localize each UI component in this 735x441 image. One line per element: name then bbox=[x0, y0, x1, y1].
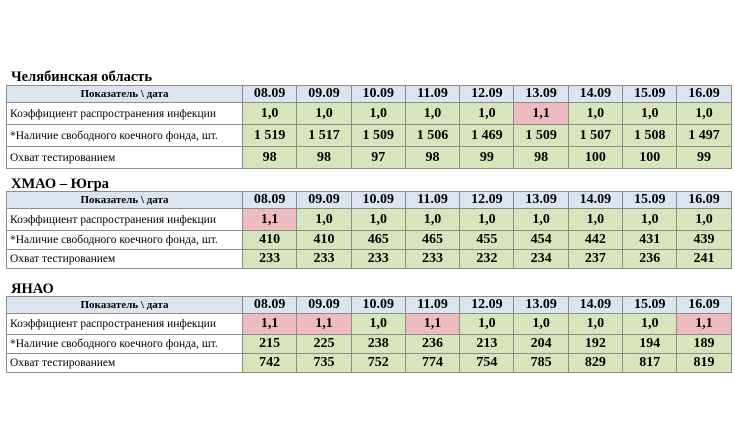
value-cell: 454 bbox=[514, 231, 568, 250]
region-table bbox=[6, 191, 732, 269]
value-cell: 1,1 bbox=[677, 314, 731, 335]
value-cell: 1,1 bbox=[514, 103, 568, 125]
date-header: 14.09 bbox=[568, 297, 622, 314]
table-row bbox=[7, 354, 732, 373]
value-cell: 238 bbox=[351, 335, 405, 354]
value-cell: 1,0 bbox=[351, 209, 405, 231]
region-title: ХМАО – Югра bbox=[11, 176, 109, 192]
indicator-label: Охват тестированием bbox=[7, 147, 243, 169]
value-cell: 1,0 bbox=[405, 103, 459, 125]
value-cell: 1,0 bbox=[568, 209, 622, 231]
value-cell: 100 bbox=[568, 147, 622, 169]
table-row bbox=[7, 209, 732, 231]
indicator-label: Коэффициент распространения инфекции bbox=[7, 314, 243, 335]
date-header: 10.09 bbox=[351, 297, 405, 314]
date-header: 16.09 bbox=[677, 192, 731, 209]
value-cell: 1,0 bbox=[677, 103, 731, 125]
header-row bbox=[7, 192, 732, 209]
value-cell: 192 bbox=[568, 335, 622, 354]
date-header: 15.09 bbox=[623, 192, 677, 209]
indicator-date-header: Показатель \ дата bbox=[7, 86, 243, 103]
header-row bbox=[7, 297, 732, 314]
value-cell: 1,0 bbox=[514, 314, 568, 335]
value-cell: 1 509 bbox=[351, 125, 405, 147]
value-cell: 232 bbox=[460, 250, 514, 269]
date-header: 08.09 bbox=[243, 297, 297, 314]
value-cell: 1,1 bbox=[243, 209, 297, 231]
date-header: 10.09 bbox=[351, 192, 405, 209]
date-header: 08.09 bbox=[243, 86, 297, 103]
date-header: 15.09 bbox=[623, 297, 677, 314]
value-cell: 99 bbox=[460, 147, 514, 169]
value-cell: 236 bbox=[623, 250, 677, 269]
date-header: 11.09 bbox=[405, 192, 459, 209]
indicator-label: Коэффициент распространения инфекции bbox=[7, 103, 243, 125]
date-header: 14.09 bbox=[568, 86, 622, 103]
value-cell: 465 bbox=[351, 231, 405, 250]
date-header: 13.09 bbox=[514, 192, 568, 209]
date-header: 09.09 bbox=[297, 192, 351, 209]
table-row bbox=[7, 250, 732, 269]
value-cell: 1 519 bbox=[243, 125, 297, 147]
table-row bbox=[7, 103, 732, 125]
value-cell: 204 bbox=[514, 335, 568, 354]
value-cell: 225 bbox=[297, 335, 351, 354]
value-cell: 1 507 bbox=[568, 125, 622, 147]
indicator-label: Охват тестированием bbox=[7, 250, 243, 269]
indicator-date-header: Показатель \ дата bbox=[7, 192, 243, 209]
date-header: 12.09 bbox=[460, 86, 514, 103]
indicator-label: *Наличие свободного коечного фонда, шт. bbox=[7, 125, 243, 147]
value-cell: 819 bbox=[677, 354, 731, 373]
value-cell: 1,1 bbox=[405, 314, 459, 335]
value-cell: 100 bbox=[623, 147, 677, 169]
value-cell: 1,0 bbox=[297, 103, 351, 125]
date-header: 09.09 bbox=[297, 297, 351, 314]
indicator-label: Охват тестированием bbox=[7, 354, 243, 373]
value-cell: 1,1 bbox=[297, 314, 351, 335]
date-header: 13.09 bbox=[514, 86, 568, 103]
value-cell: 1 506 bbox=[405, 125, 459, 147]
value-cell: 431 bbox=[623, 231, 677, 250]
date-header: 12.09 bbox=[460, 192, 514, 209]
value-cell: 455 bbox=[460, 231, 514, 250]
value-cell: 1,0 bbox=[677, 209, 731, 231]
date-header: 15.09 bbox=[623, 86, 677, 103]
value-cell: 1 517 bbox=[297, 125, 351, 147]
value-cell: 1,1 bbox=[243, 314, 297, 335]
table-row bbox=[7, 231, 732, 250]
indicator-label: *Наличие свободного коечного фонда, шт. bbox=[7, 231, 243, 250]
value-cell: 98 bbox=[405, 147, 459, 169]
table-row bbox=[7, 314, 732, 335]
value-cell: 213 bbox=[460, 335, 514, 354]
value-cell: 241 bbox=[677, 250, 731, 269]
date-header: 16.09 bbox=[677, 297, 731, 314]
date-header: 16.09 bbox=[677, 86, 731, 103]
value-cell: 1,0 bbox=[405, 209, 459, 231]
value-cell: 1 508 bbox=[623, 125, 677, 147]
value-cell: 1,0 bbox=[297, 209, 351, 231]
value-cell: 1,0 bbox=[351, 314, 405, 335]
value-cell: 1,0 bbox=[568, 314, 622, 335]
value-cell: 234 bbox=[514, 250, 568, 269]
value-cell: 1 509 bbox=[514, 125, 568, 147]
value-cell: 817 bbox=[623, 354, 677, 373]
value-cell: 442 bbox=[568, 231, 622, 250]
value-cell: 1,0 bbox=[623, 209, 677, 231]
value-cell: 735 bbox=[297, 354, 351, 373]
value-cell: 233 bbox=[351, 250, 405, 269]
value-cell: 236 bbox=[405, 335, 459, 354]
date-header: 10.09 bbox=[351, 86, 405, 103]
date-header: 11.09 bbox=[405, 86, 459, 103]
date-header: 09.09 bbox=[297, 86, 351, 103]
table-row bbox=[7, 335, 732, 354]
value-cell: 1 469 bbox=[460, 125, 514, 147]
value-cell: 194 bbox=[623, 335, 677, 354]
region-title: Челябинская область bbox=[11, 69, 153, 85]
value-cell: 785 bbox=[514, 354, 568, 373]
value-cell: 189 bbox=[677, 335, 731, 354]
region-table bbox=[6, 85, 732, 169]
value-cell: 1 497 bbox=[677, 125, 731, 147]
value-cell: 1,0 bbox=[460, 314, 514, 335]
date-header: 08.09 bbox=[243, 192, 297, 209]
value-cell: 1,0 bbox=[460, 103, 514, 125]
date-header: 11.09 bbox=[405, 297, 459, 314]
date-header: 14.09 bbox=[568, 192, 622, 209]
value-cell: 465 bbox=[405, 231, 459, 250]
value-cell: 1,0 bbox=[243, 103, 297, 125]
value-cell: 98 bbox=[243, 147, 297, 169]
value-cell: 1,0 bbox=[623, 314, 677, 335]
value-cell: 98 bbox=[297, 147, 351, 169]
value-cell: 233 bbox=[297, 250, 351, 269]
value-cell: 439 bbox=[677, 231, 731, 250]
date-header: 12.09 bbox=[460, 297, 514, 314]
indicator-date-header: Показатель \ дата bbox=[7, 297, 243, 314]
value-cell: 1,0 bbox=[460, 209, 514, 231]
value-cell: 1,0 bbox=[623, 103, 677, 125]
value-cell: 215 bbox=[243, 335, 297, 354]
table-row bbox=[7, 147, 732, 169]
date-header: 13.09 bbox=[514, 297, 568, 314]
value-cell: 233 bbox=[405, 250, 459, 269]
table-row bbox=[7, 125, 732, 147]
value-cell: 233 bbox=[243, 250, 297, 269]
value-cell: 774 bbox=[405, 354, 459, 373]
value-cell: 1,0 bbox=[351, 103, 405, 125]
value-cell: 98 bbox=[514, 147, 568, 169]
value-cell: 97 bbox=[351, 147, 405, 169]
region-title: ЯНАО bbox=[11, 281, 54, 297]
value-cell: 410 bbox=[243, 231, 297, 250]
region-table bbox=[6, 296, 732, 373]
value-cell: 829 bbox=[568, 354, 622, 373]
value-cell: 410 bbox=[297, 231, 351, 250]
value-cell: 754 bbox=[460, 354, 514, 373]
header-row bbox=[7, 86, 732, 103]
value-cell: 1,0 bbox=[568, 103, 622, 125]
indicator-label: *Наличие свободного коечного фонда, шт. bbox=[7, 335, 243, 354]
value-cell: 237 bbox=[568, 250, 622, 269]
value-cell: 99 bbox=[677, 147, 731, 169]
value-cell: 1,0 bbox=[514, 209, 568, 231]
value-cell: 742 bbox=[243, 354, 297, 373]
value-cell: 752 bbox=[351, 354, 405, 373]
indicator-label: Коэффициент распространения инфекции bbox=[7, 209, 243, 231]
